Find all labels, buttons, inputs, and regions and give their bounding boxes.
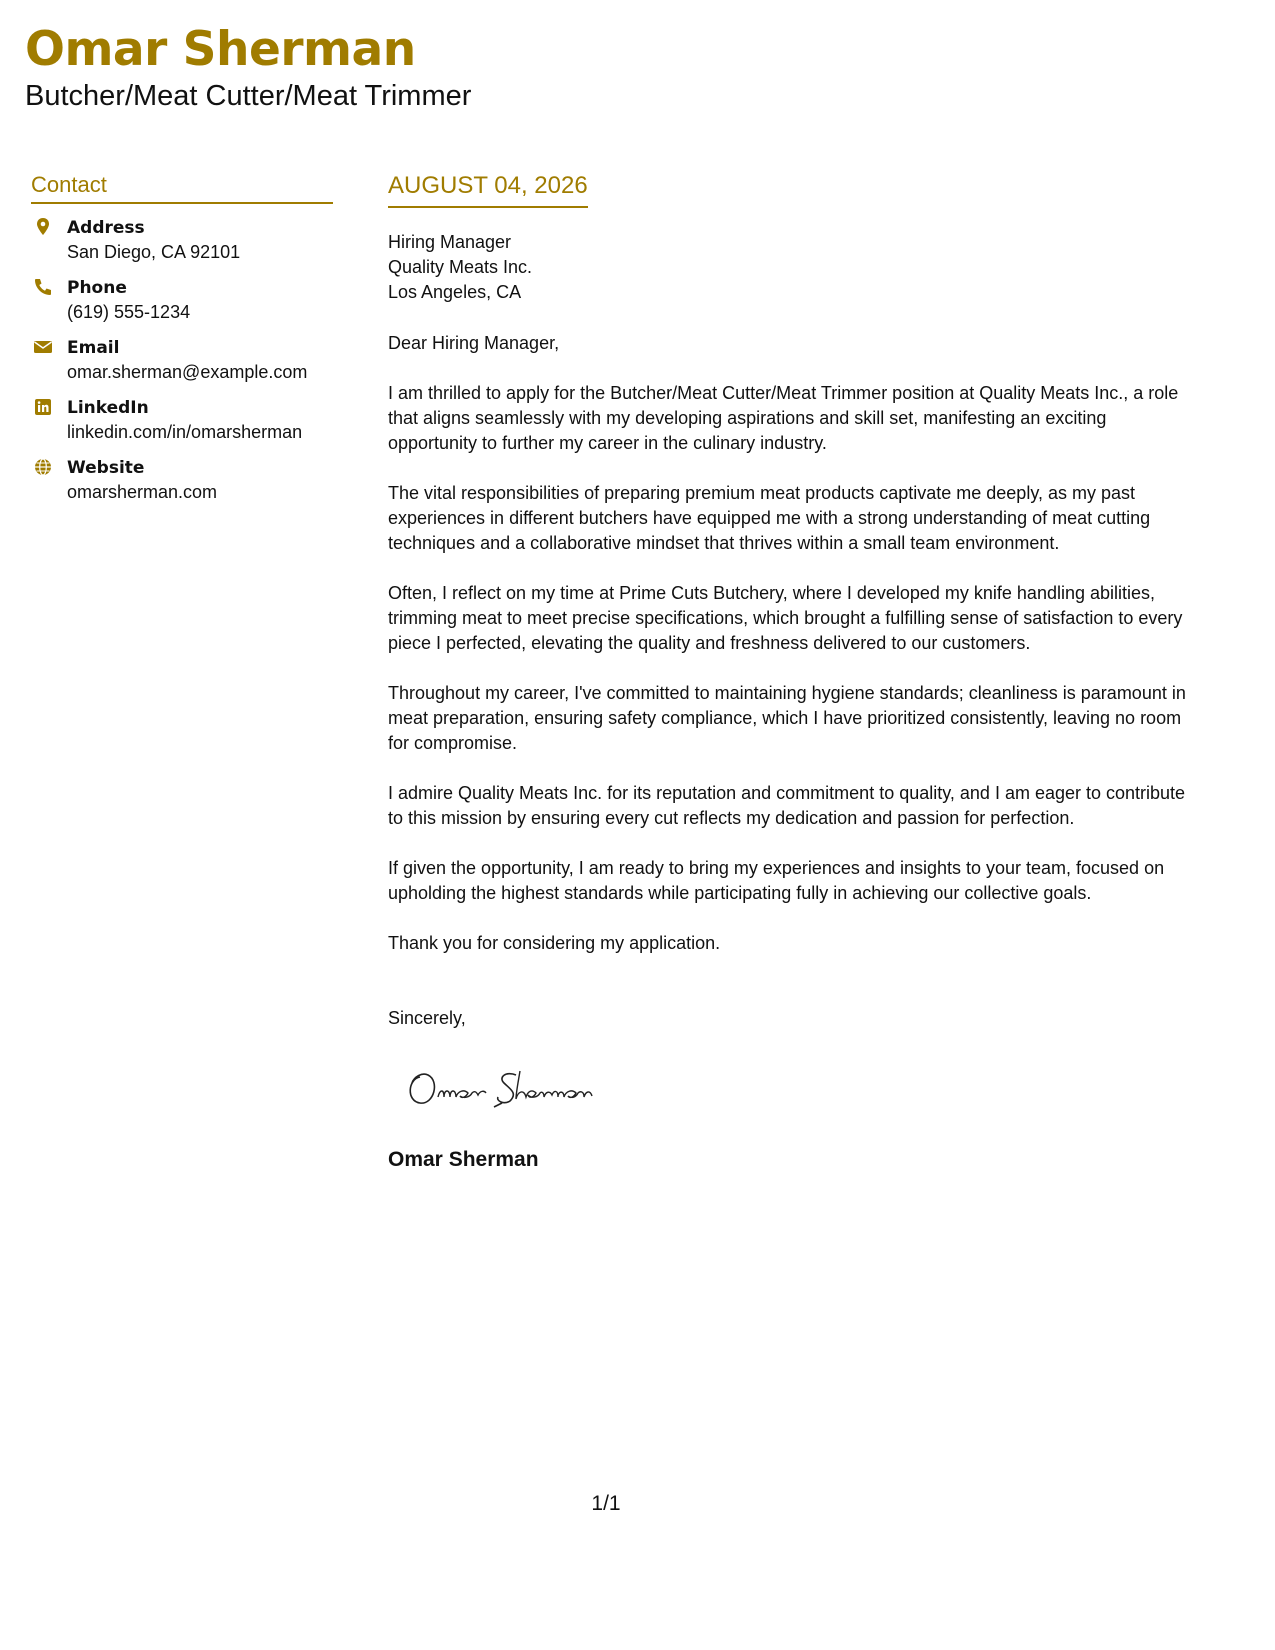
signed-name: Omar Sherman — [388, 1148, 539, 1171]
contact-address — [31, 216, 333, 264]
job-title: Butcher/Meat Cutter/Meat Trimmer — [25, 80, 472, 112]
contact-phone-label: Phone — [67, 278, 127, 298]
recipient-line: Hiring Manager — [388, 232, 512, 252]
page-number: 1/1 — [591, 1492, 621, 1515]
contact-sidebar — [31, 172, 333, 516]
body-paragraph: I am thrilled to apply for the Butcher/Meat Cutter/Meat Trimmer position at Quality Meats Inc., a role that aligns seamlessly with my developing aspirations and skill set, manifesting an exciting opportunity to further my career in the culinary industry. — [388, 383, 1179, 453]
body-paragraph: Thank you for considering my application. — [388, 933, 721, 953]
body-paragraph: I admire Quality Meats Inc. for its reputation and commitment to quality, and I am eager to contribute to this mission by ensuring every cut reflects my dedication and passion for perfection. — [388, 783, 1186, 828]
linkedin-icon — [33, 397, 53, 417]
contact-website-label: Website — [67, 458, 145, 478]
globe-icon — [33, 457, 53, 477]
body-paragraph: Throughout my career, I've committed to maintaining hygiene standards; cleanliness is paramount in meat preparation, ensuring safety compliance, which I have prioritized consistently, leaving no room for compromise. — [388, 683, 1186, 753]
candidate-name: Omar Sherman — [25, 22, 416, 77]
contact-website-value[interactable]: omarsherman.com — [67, 482, 218, 502]
recipient-block — [388, 230, 1188, 305]
contact-address-value: San Diego, CA 92101 — [67, 242, 241, 262]
contact-website — [31, 456, 333, 504]
recipient-line: Los Angeles, CA — [388, 282, 522, 302]
contact-linkedin-value[interactable]: linkedin.com/in/omarsherman — [67, 422, 303, 442]
body-paragraph: Often, I reflect on my time at Prime Cuts Butchery, where I developed my knife handling abilities, trimming meat to meet precise specifications, which brought a fulfilling sense of satisfaction to every piece I perfected, elevating the quality and freshness delivered to our customers. — [388, 583, 1183, 653]
map-pin-icon — [33, 217, 53, 237]
contact-email-label: Email — [67, 338, 120, 358]
recipient-line: Quality Meats Inc. — [388, 257, 533, 277]
contact-email-value[interactable]: omar.sherman@example.com — [67, 362, 308, 382]
contact-email — [31, 336, 333, 384]
contact-address-label: Address — [67, 218, 145, 238]
body-paragraph: The vital responsibilities of preparing premium meat products captivate me deeply, as my past experiences in different butchers have equipped me with a strong understanding of meat cutting techniques and a collaborative mindset that thrives within a small team environment. — [388, 483, 1151, 553]
handwritten-signature — [398, 1063, 638, 1113]
closing: Sincerely, — [388, 1008, 466, 1028]
contact-phone-value: (619) 555-1234 — [67, 302, 191, 322]
contact-heading: Contact — [31, 172, 333, 204]
contact-phone — [31, 276, 333, 324]
salutation: Dear Hiring Manager, — [388, 333, 560, 353]
body-paragraph: If given the opportunity, I am ready to bring my experiences and insights to your team, focused on upholding the highest standards while participating fully in achieving our collective goals. — [388, 858, 1165, 903]
letter-body — [388, 172, 1188, 1172]
contact-linkedin — [31, 396, 333, 444]
phone-icon — [33, 277, 53, 297]
letter-date: AUGUST 04, 2026 — [388, 172, 588, 208]
contact-linkedin-label: LinkedIn — [67, 398, 149, 418]
envelope-icon — [33, 337, 53, 357]
